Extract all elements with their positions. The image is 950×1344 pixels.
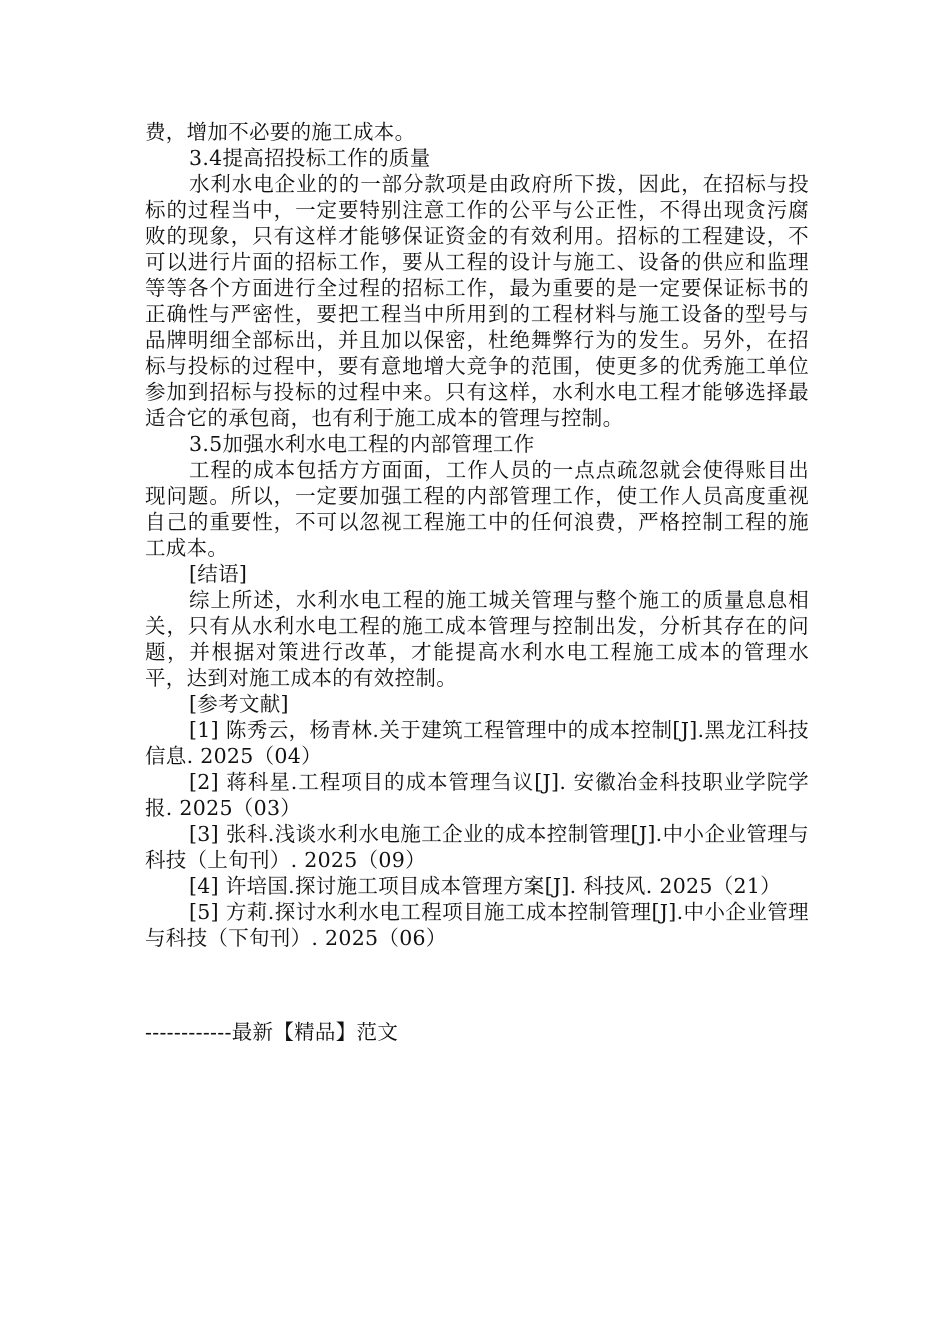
- paragraph-bidding-quality: 水利水电企业的的一部分款项是由政府所下拨，因此，在招标与投标的过程当中，一定要特别注意工作的公平与公正性，不得出现贪污腐败的现象，只有这样才能够保证资金的有效利用。招标的工程建设，不可以进行片面的招标工作，要从工程的设计与施工、设备的供应和监理等等各个方面进行全过程的招标工作，最为重要的是一定要保证标书的正确性与严密性，要把工程当中所用到的工程材料与施工设备的型号与品牌明细全部标出，并且加以保密，杜绝舞弊行为的发生。另外，在招标与投标的过程中，要有意地增大竞争的范围，使更多的优秀施工单位参加到招标与投标的过程中来。只有这样，水利水电工程才能够选择最适合它的承包商，也有利于施工成本的管理与控制。: [145, 172, 809, 430]
- reference-item-2: [2] 蒋科星.工程项目的成本管理刍议[J]. 安徽冶金科技职业学院学报. 2025（03）: [145, 770, 809, 820]
- reference-item-3: [3] 张科.浅谈水利水电施工企业的成本控制管理[J].中小企业管理与科技（上旬刊）. 2025（09）: [145, 822, 809, 872]
- paragraph-internal-management: 工程的成本包括方方面面，工作人员的一点点疏忽就会使得账目出现问题。所以，一定要加强工程的内部管理工作，使工作人员高度重视自己的重要性，不可以忽视工程施工中的任何浪费，严格控制工程的施工成本。: [145, 458, 809, 560]
- conclusion-heading: [结语]: [189, 562, 248, 586]
- reference-item-5: [5] 方莉.探讨水利水电工程项目施工成本控制管理[J].中小企业管理与科技（下旬刊）. 2025（06）: [145, 900, 809, 950]
- paragraph-continuation: 费，增加不必要的施工成本。: [145, 120, 416, 144]
- references-heading: [参考文献]: [189, 692, 289, 716]
- page-footer: ------------最新【精品】范文: [145, 1020, 399, 1044]
- document-body: [145, 119, 809, 951]
- reference-item-4: [4] 许培国.探讨施工项目成本管理方案[J]. 科技风. 2025（21）: [189, 874, 782, 898]
- paragraph-conclusion: 综上所述，水利水电工程的施工城关管理与整个施工的质量息息相关，只有从水利水电工程的施工成本管理与控制出发，分析其存在的问题，并根据对策进行改革，才能提高水利水电工程施工成本的管理水平，达到对施工成本的有效控制。: [145, 588, 809, 690]
- section-heading-3-5: 3.5加强水利水电工程的内部管理工作: [189, 432, 535, 456]
- reference-item-1: [1] 陈秀云，杨青林.关于建筑工程管理中的成本控制[J].黑龙江科技信息. 2025（04）: [145, 718, 809, 768]
- section-heading-3-4: 3.4提高招投标工作的质量: [189, 146, 431, 170]
